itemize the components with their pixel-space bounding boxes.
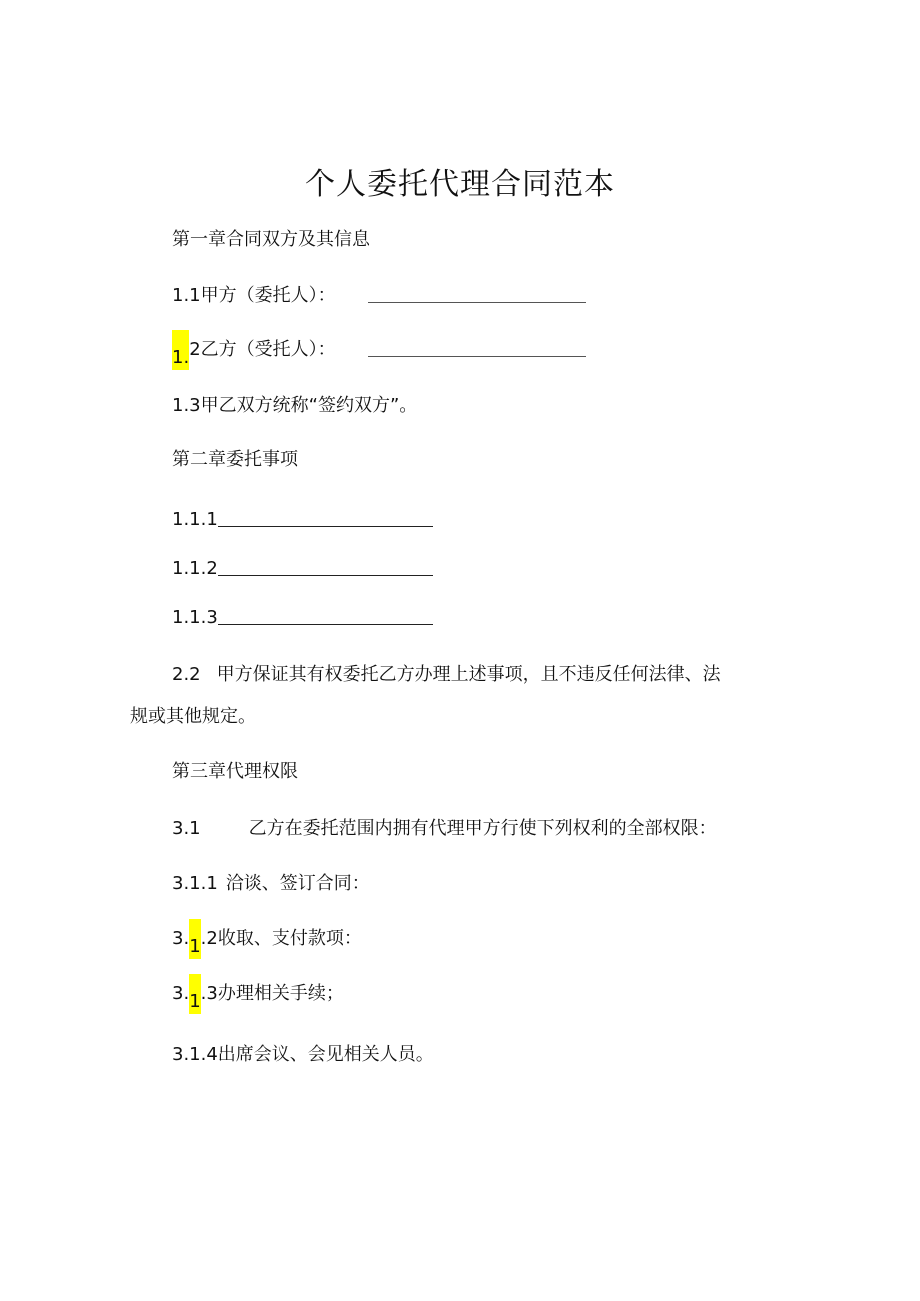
item-3-1-1-number: 3.1.1 [172,873,218,894]
item-1-1-3: 1.1.3 [172,607,218,628]
clause-1-2-text: 乙方（受托人）： [200,339,336,360]
item-3-1-1-text: 洽谈、签订合同： [225,873,370,894]
item-1-1-2: 1.1.2 [172,558,218,579]
document-title: 个人委托代理合同范本 [305,167,615,202]
clause-3-1-text: 乙方在委托范围内拥有代理甲方行使下列权利的全部权限： [248,818,717,839]
item-3-1-3-highlight: 1 [189,974,200,1014]
chapter-1-heading: 第一章合同双方及其信息 [172,229,370,250]
clause-1-2 [172,338,336,370]
item-3-1-2-text: .2收取、支付款项： [200,928,362,949]
clause-1-2-number-highlight: 1. [172,330,189,370]
item-1-1-2-blank-line [218,575,433,576]
clause-2-2-text-line1: 甲方保证其有权委托乙方办理上述事项，且不违反任何法律、法 [216,664,721,685]
item-1-1-1: 1.1.1 [172,509,218,530]
clause-2-2-number: 2.2 [172,664,201,685]
party-b-blank-line [368,356,586,357]
chapter-2-heading: 第二章委托事项 [172,449,298,470]
party-a-blank-line [368,302,586,303]
item-3-1-3-text: .3办理相关手续； [200,983,344,1004]
clause-1-1-number: 1.1 [172,285,201,306]
item-3-1-4: 3.1.4出席会议、会见相关人员。 [172,1044,434,1065]
item-3-1-3 [172,982,344,1014]
clause-3-1-number: 3.1 [172,818,201,839]
item-3-1-2-prefix: 3. [172,928,190,949]
clause-1-1-text: 甲方（委托人）： [200,285,336,306]
clause-1-1 [172,284,336,308]
clause-1-3: 1.3甲乙双方统称“签约双方”。 [172,395,418,416]
item-3-1-3-prefix: 3. [172,983,190,1004]
item-3-1-2 [172,927,362,959]
item-3-1-1 [172,872,370,896]
chapter-3-heading: 第三章代理权限 [172,761,298,782]
clause-2-2 [172,663,721,687]
item-3-1-2-highlight: 1 [189,919,200,959]
clause-2-2-continuation: 规或其他规定。 [130,706,256,727]
item-1-1-3-blank-line [218,624,433,625]
item-1-1-1-blank-line [218,526,433,527]
clause-1-2-number-rest: 2 [189,339,201,360]
clause-3-1 [172,817,717,841]
